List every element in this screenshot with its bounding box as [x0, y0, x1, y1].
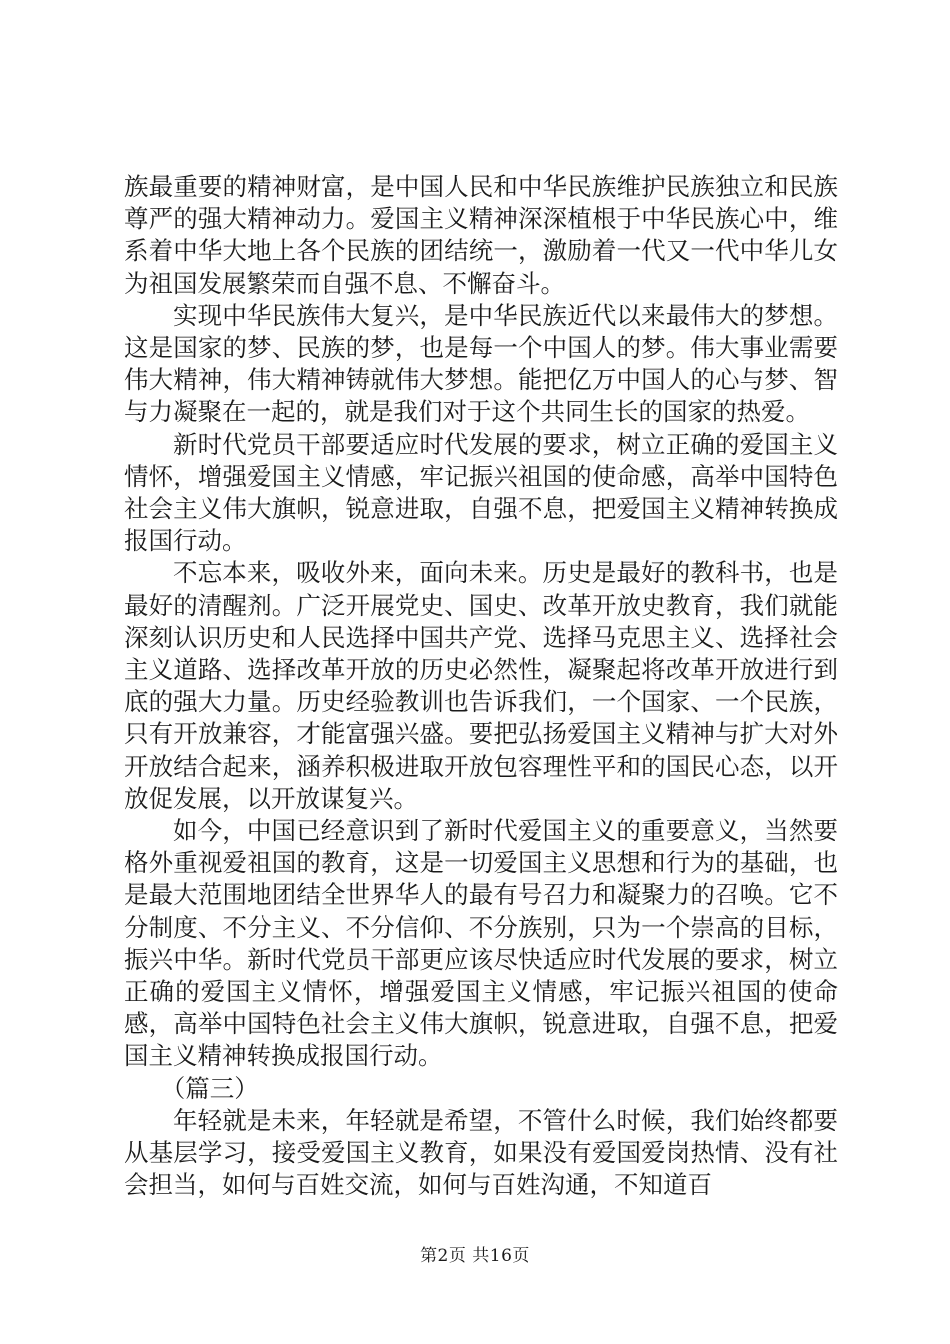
paragraph-continuation: 族最重要的精神财富，是中国人民和中华民族维护民族独立和民族尊严的强大精神动力。爱国主义精神深深植根于中华民族心中，维系着中华大地上各个民族的团结统一，激励着一代又一代中华儿女为祖国发展繁荣而自强不息、不懈奋斗。 — [124, 172, 838, 298]
document-body — [124, 171, 838, 1202]
paragraph-national-rejuvenation: 实现中华民族伟大复兴，是中华民族近代以来最伟大的梦想。这是国家的梦、民族的梦，也是每一个中国人的梦。伟大事业需要伟大精神，伟大精神铸就伟大梦想。能把亿万中国人的心与梦、智与力凝聚在一起的，就是我们对于这个共同生长的国家的热爱。 — [124, 300, 838, 427]
paragraph-history-education: 不忘本来，吸收外来，面向未来。历史是最好的教科书，也是最好的清醒剂。广泛开展党史、国史、改革开放史教育，我们就能深刻认识历史和人民选择中国共产党、选择马克思主义、选择社会主义道路、选择改革开放的历史必然性，凝聚起将改革开放进行到底的强大力量。历史经验教训也告诉我们，一个国家、一个民族，只有开放兼容，才能富强兴盛。要把弘扬爱国主义精神与扩大对外开放结合起来，涵养积极进取开放包容理性平和的国民心态，以开放促发展，以开放谋复兴。 — [124, 558, 838, 813]
paragraph-new-era-patriotism: 如今，中国已经意识到了新时代爱国主义的重要意义，当然要格外重视爱祖国的教育，这是一切爱国主义思想和行为的基础，也是最大范围地团结全世界华人的最有号召力和凝聚力的召唤。它不分制度、不分主义、不分信仰、不分族别，只为一个崇高的目标，振兴中华。新时代党员干部更应该尽快适应时代发展的要求，树立正确的爱国主义情怀，增强爱国主义情感，牢记振兴祖国的使命感，高举中国特色社会主义伟大旗帜，锐意进取，自强不息，把爱国主义精神转换成报国行动。 — [124, 816, 838, 1071]
section-heading: （篇三） — [160, 1073, 259, 1103]
paragraph-youth: 年轻就是未来，年轻就是希望，不管什么时候，我们始终都要从基层学习，接受爱国主义教育，如果没有爱国爱岗热情、没有社会担当，如何与百姓交流，如何与百姓沟通，不知道百 — [124, 1105, 838, 1200]
paragraph-party-cadres: 新时代党员干部要适应时代发展的要求，树立正确的爱国主义情怀，增强爱国主义情感，牢记振兴祖国的使命感，高举中国特色社会主义伟大旗帜，锐意进取，自强不息，把爱国主义精神转换成报国行动。 — [124, 429, 838, 556]
page-number-footer: 第2页 共16页 — [420, 1246, 530, 1266]
